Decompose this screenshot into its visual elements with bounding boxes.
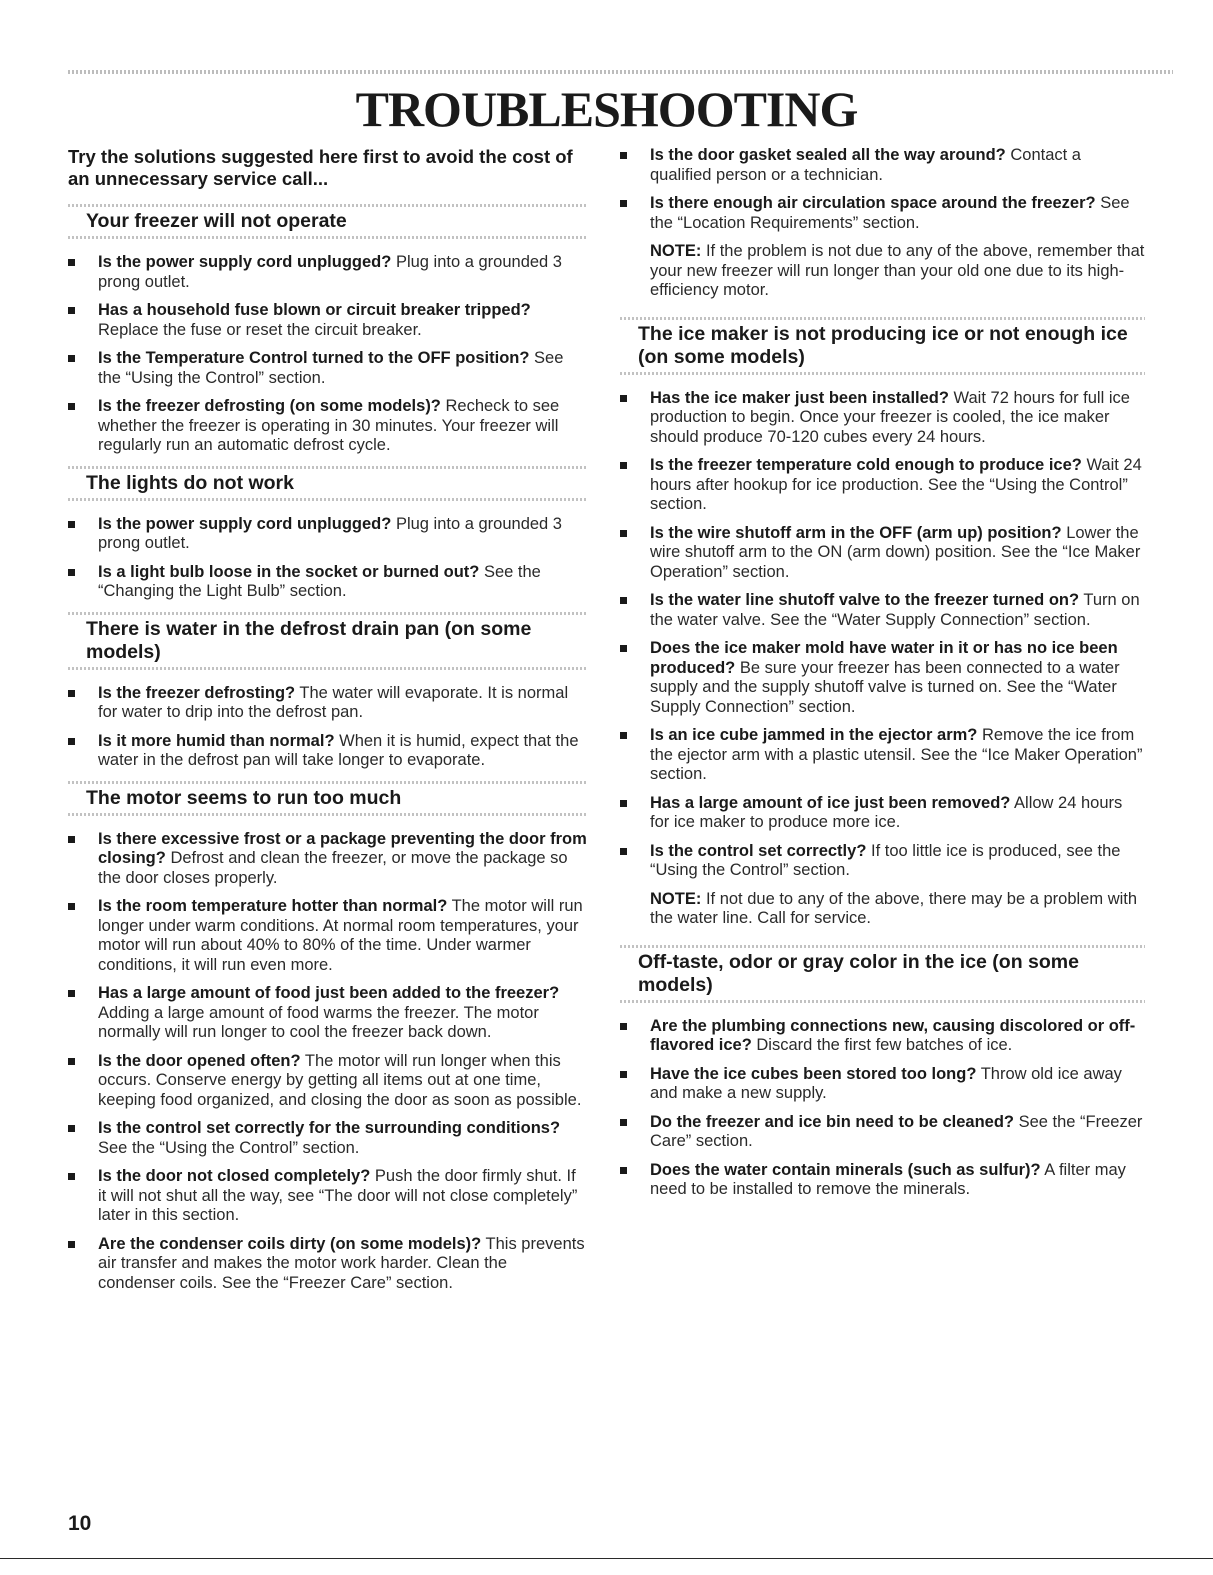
bullet-icon xyxy=(68,259,75,266)
bullet-icon xyxy=(68,1241,75,1248)
left-column xyxy=(68,146,588,1303)
section-title: Off-taste, odor or gray color in the ice (on some models) xyxy=(638,950,1079,996)
section-title: The motor seems to run too much xyxy=(86,786,402,809)
troubleshooting-section xyxy=(68,781,588,1294)
bullet-icon xyxy=(620,800,627,807)
question-text: Is the water line shutoff valve to the freezer turned on? xyxy=(650,591,1080,609)
troubleshooting-section xyxy=(620,945,1145,1200)
answer-text: This prevents air transfer and makes the motor work harder. Clean the condenser coils. See the “Freezer Care” section. xyxy=(98,1234,585,1292)
answer-text: Contact a qualified person or a technician. xyxy=(650,146,1081,184)
answer-text: A filter may need to be installed to remove the minerals. xyxy=(650,1160,1126,1198)
question-text: Is it more humid than normal? xyxy=(98,731,335,750)
note xyxy=(620,242,1145,301)
answer-text: When it is humid, expect that the water in the defrost pan will take longer to evaporate. xyxy=(98,731,579,769)
bullet-icon xyxy=(68,355,75,362)
question-text: Is the control set correctly? xyxy=(650,841,867,860)
bullet-icon xyxy=(68,990,75,997)
question-text: Are the condenser coils dirty (on some models)? xyxy=(98,1234,482,1253)
bullet-icon xyxy=(620,645,627,652)
troubleshooting-item xyxy=(620,842,1145,881)
intro-text: Try the solutions suggested here first to avoid the cost of an unnecessary service call... xyxy=(68,146,573,189)
right-column xyxy=(620,146,1145,1210)
section-title: Your freezer will not operate xyxy=(86,210,347,232)
left-sections xyxy=(68,204,588,1293)
question-text: Is the door not closed completely? xyxy=(98,1167,371,1185)
question-text: Is the freezer defrosting (on some models)? xyxy=(98,397,441,415)
troubleshooting-item xyxy=(68,253,588,292)
answer-text: See the “Using the Control” section. xyxy=(98,1138,360,1157)
note-label: NOTE: xyxy=(650,242,702,260)
right-top-items xyxy=(620,146,1145,233)
troubleshooting-item xyxy=(68,1119,588,1158)
troubleshooting-item xyxy=(68,1167,588,1226)
question-text: Is the freezer defrosting? xyxy=(98,683,296,702)
answer-text: See the “Changing the Light Bulb” section. xyxy=(98,562,541,600)
troubleshooting-item xyxy=(68,897,588,975)
troubleshooting-item xyxy=(620,1017,1145,1056)
bullet-icon xyxy=(620,395,627,402)
bullet-icon xyxy=(68,690,75,697)
troubleshooting-item xyxy=(620,1161,1145,1200)
troubleshooting-section xyxy=(68,612,588,771)
answer-text: Wait 24 hours after hookup for ice production. See the “Using the Control” section. xyxy=(650,456,1142,513)
troubleshooting-item xyxy=(620,1113,1145,1152)
question-text: Is the door gasket sealed all the way around? xyxy=(650,146,1006,164)
troubleshooting-item xyxy=(68,515,588,554)
question-text: Has a household fuse blown or circuit breaker tripped? xyxy=(98,301,531,319)
troubleshooting-section xyxy=(620,317,1145,929)
question-text: Is a light bulb loose in the socket or burned out? xyxy=(98,562,480,581)
bullet-icon xyxy=(620,200,627,207)
troubleshooting-item xyxy=(620,1065,1145,1104)
question-text: Is the control set correctly for the surrounding conditions? xyxy=(98,1119,561,1137)
top-dotted-rule xyxy=(68,70,1173,74)
answer-text: Defrost and clean the freezer, or move the package so the door closes properly. xyxy=(98,849,568,887)
answer-text: Throw old ice away and make a new supply. xyxy=(650,1064,1122,1102)
troubleshooting-item xyxy=(620,794,1145,833)
bullet-icon xyxy=(620,1023,627,1030)
answer-text: If too little ice is produced, see the “Using the Control” section. xyxy=(650,841,1121,879)
page-number: 10 xyxy=(68,1512,92,1535)
section-header xyxy=(68,612,588,670)
question-text: Does the water contain minerals (such as sulfur)? xyxy=(650,1160,1041,1179)
troubleshooting-item xyxy=(68,301,588,340)
answer-text: The water will evaporate. It is normal for water to drip into the defrost pan. xyxy=(98,683,569,721)
bullet-icon xyxy=(68,307,75,314)
page-title: TROUBLESHOOTING xyxy=(355,81,858,137)
answer-text: Adding a large amount of food warms the freezer. The motor normally will run longer to cool the freezer back down. xyxy=(98,1003,539,1041)
note-text: If not due to any of the above, there may be a problem with the water line. Call for service. xyxy=(650,889,1138,927)
bullet-icon xyxy=(68,521,75,528)
answer-text: See the “Using the Control” section. xyxy=(98,349,564,387)
question-text: Are the plumbing connections new, causing discolored or off-flavored ice? xyxy=(650,1016,1136,1054)
troubleshooting-item xyxy=(620,591,1145,630)
troubleshooting-item xyxy=(68,397,588,456)
question-text: Does the ice maker mold have water in it or has no ice been produced? xyxy=(650,639,1118,677)
section-header xyxy=(68,466,588,501)
section-header xyxy=(620,945,1145,1003)
answer-text: See the “Location Requirements” section. xyxy=(650,194,1130,232)
bottom-rule xyxy=(0,1558,1213,1559)
troubleshooting-item xyxy=(68,732,588,771)
question-text: Has the ice maker just been installed? xyxy=(650,388,949,407)
answer-text: The motor will run longer under warm conditions. At normal room temperatures, your motor will run about 40% to 80% of the time. Under warmer conditions, it will run even more. xyxy=(98,897,583,974)
question-text: Have the ice cubes been stored too long? xyxy=(650,1064,977,1083)
troubleshooting-item xyxy=(620,726,1145,785)
answer-text: Push the door firmly shut. If it will not shut all the way, see “The door will not close completely” later in this section. xyxy=(98,1167,578,1224)
note-label: NOTE: xyxy=(650,889,702,908)
note xyxy=(620,890,1145,929)
section-header xyxy=(68,204,588,239)
bullet-icon xyxy=(620,530,627,537)
answer-text: Allow 24 hours for ice maker to produce more ice. xyxy=(650,793,1123,831)
answer-text: Recheck to see whether the freezer is operating in 30 minutes. Your freezer will regularly run an automatic defrost cycle. xyxy=(98,397,560,454)
bullet-icon xyxy=(620,1119,627,1126)
troubleshooting-item xyxy=(68,984,588,1043)
note-text: If the problem is not due to any of the above, remember that your new freezer will run longer than your old one due to its high-efficiency motor. xyxy=(650,242,1145,299)
answer-text: Discard the first few batches of ice. xyxy=(756,1036,1013,1054)
question-text: Is the room temperature hotter than normal? xyxy=(98,897,448,915)
troubleshooting-item xyxy=(68,563,588,602)
troubleshooting-item xyxy=(620,194,1145,233)
question-text: Is an ice cube jammed in the ejector arm? xyxy=(650,726,978,744)
answer-text: Replace the fuse or reset the circuit breaker. xyxy=(98,320,422,339)
troubleshooting-item xyxy=(68,349,588,388)
bullet-icon xyxy=(68,1125,75,1132)
answer-text: Turn on the water valve. See the “Water Supply Connection” section. xyxy=(650,591,1140,629)
bullet-icon xyxy=(620,848,627,855)
bullet-icon xyxy=(68,836,75,843)
section-title: The lights do not work xyxy=(86,471,294,494)
bullet-icon xyxy=(620,462,627,469)
answer-text: Remove the ice from the ejector arm with a plastic utensil. See the “Ice Maker Operation” section. xyxy=(650,726,1143,783)
question-text: Is the power supply cord unplugged? xyxy=(98,253,392,271)
troubleshooting-item xyxy=(620,524,1145,583)
answer-text: Lower the wire shutoff arm to the ON (arm down) position. See the “Ice Maker Operation” section. xyxy=(650,523,1141,581)
bullet-icon xyxy=(620,1071,627,1078)
question-text: Is there excessive frost or a package preventing the door from closing? xyxy=(98,829,587,867)
bullet-icon xyxy=(68,738,75,745)
bullet-icon xyxy=(68,1173,75,1180)
right-sections xyxy=(620,317,1145,1200)
troubleshooting-section xyxy=(68,466,588,602)
answer-text: Wait 72 hours for full ice production to begin. Once your freezer is cooled, the ice maker should produce 70-120 cubes every 24 hours. xyxy=(650,388,1130,446)
troubleshooting-item xyxy=(68,830,588,889)
section-header xyxy=(620,317,1145,375)
bullet-icon xyxy=(68,903,75,910)
bullet-icon xyxy=(620,1167,627,1174)
answer-text: Plug into a grounded 3 prong outlet. xyxy=(98,514,562,552)
question-text: Do the freezer and ice bin need to be cleaned? xyxy=(650,1112,1014,1131)
bullet-icon xyxy=(68,403,75,410)
bullet-icon xyxy=(620,152,627,159)
troubleshooting-item xyxy=(68,684,588,723)
question-text: Is the Temperature Control turned to the OFF position? xyxy=(98,349,530,367)
troubleshooting-item xyxy=(68,1052,588,1111)
section-title: The ice maker is not producing ice or not enough ice (on some models) xyxy=(638,322,1128,368)
answer-text: Plug into a grounded 3 prong outlet. xyxy=(98,253,562,291)
question-text: Is the wire shutoff arm in the OFF (arm up) position? xyxy=(650,523,1062,542)
section-title: There is water in the defrost drain pan (on some models) xyxy=(86,617,532,663)
troubleshooting-item xyxy=(620,146,1145,185)
answer-text: See the “Freezer Care” section. xyxy=(650,1112,1143,1150)
bullet-icon xyxy=(68,569,75,576)
answer-text: The motor will run longer when this occurs. Conserve energy by getting all items out at one time, keeping food organized, and closing the door as soon as possible. xyxy=(98,1051,582,1109)
troubleshooting-item xyxy=(68,1235,588,1294)
troubleshooting-item xyxy=(620,389,1145,448)
section-header xyxy=(68,781,588,816)
troubleshooting-item xyxy=(620,456,1145,515)
question-text: Is the freezer temperature cold enough to produce ice? xyxy=(650,456,1082,474)
question-text: Has a large amount of food just been added to the freezer? xyxy=(98,984,560,1002)
question-text: Is there enough air circulation space around the freezer? xyxy=(650,194,1096,212)
question-text: Has a large amount of ice just been removed? xyxy=(650,793,1011,812)
bullet-icon xyxy=(620,732,627,739)
answer-text: Be sure your freezer has been connected to a water supply and the supply shutoff valve is turned on. See the “Water Supply Connection” section. xyxy=(650,658,1120,716)
question-text: Is the power supply cord unplugged? xyxy=(98,514,392,533)
bullet-icon xyxy=(68,1058,75,1065)
troubleshooting-item xyxy=(620,639,1145,717)
bullet-icon xyxy=(620,597,627,604)
troubleshooting-section xyxy=(68,204,588,456)
question-text: Is the door opened often? xyxy=(98,1051,301,1070)
